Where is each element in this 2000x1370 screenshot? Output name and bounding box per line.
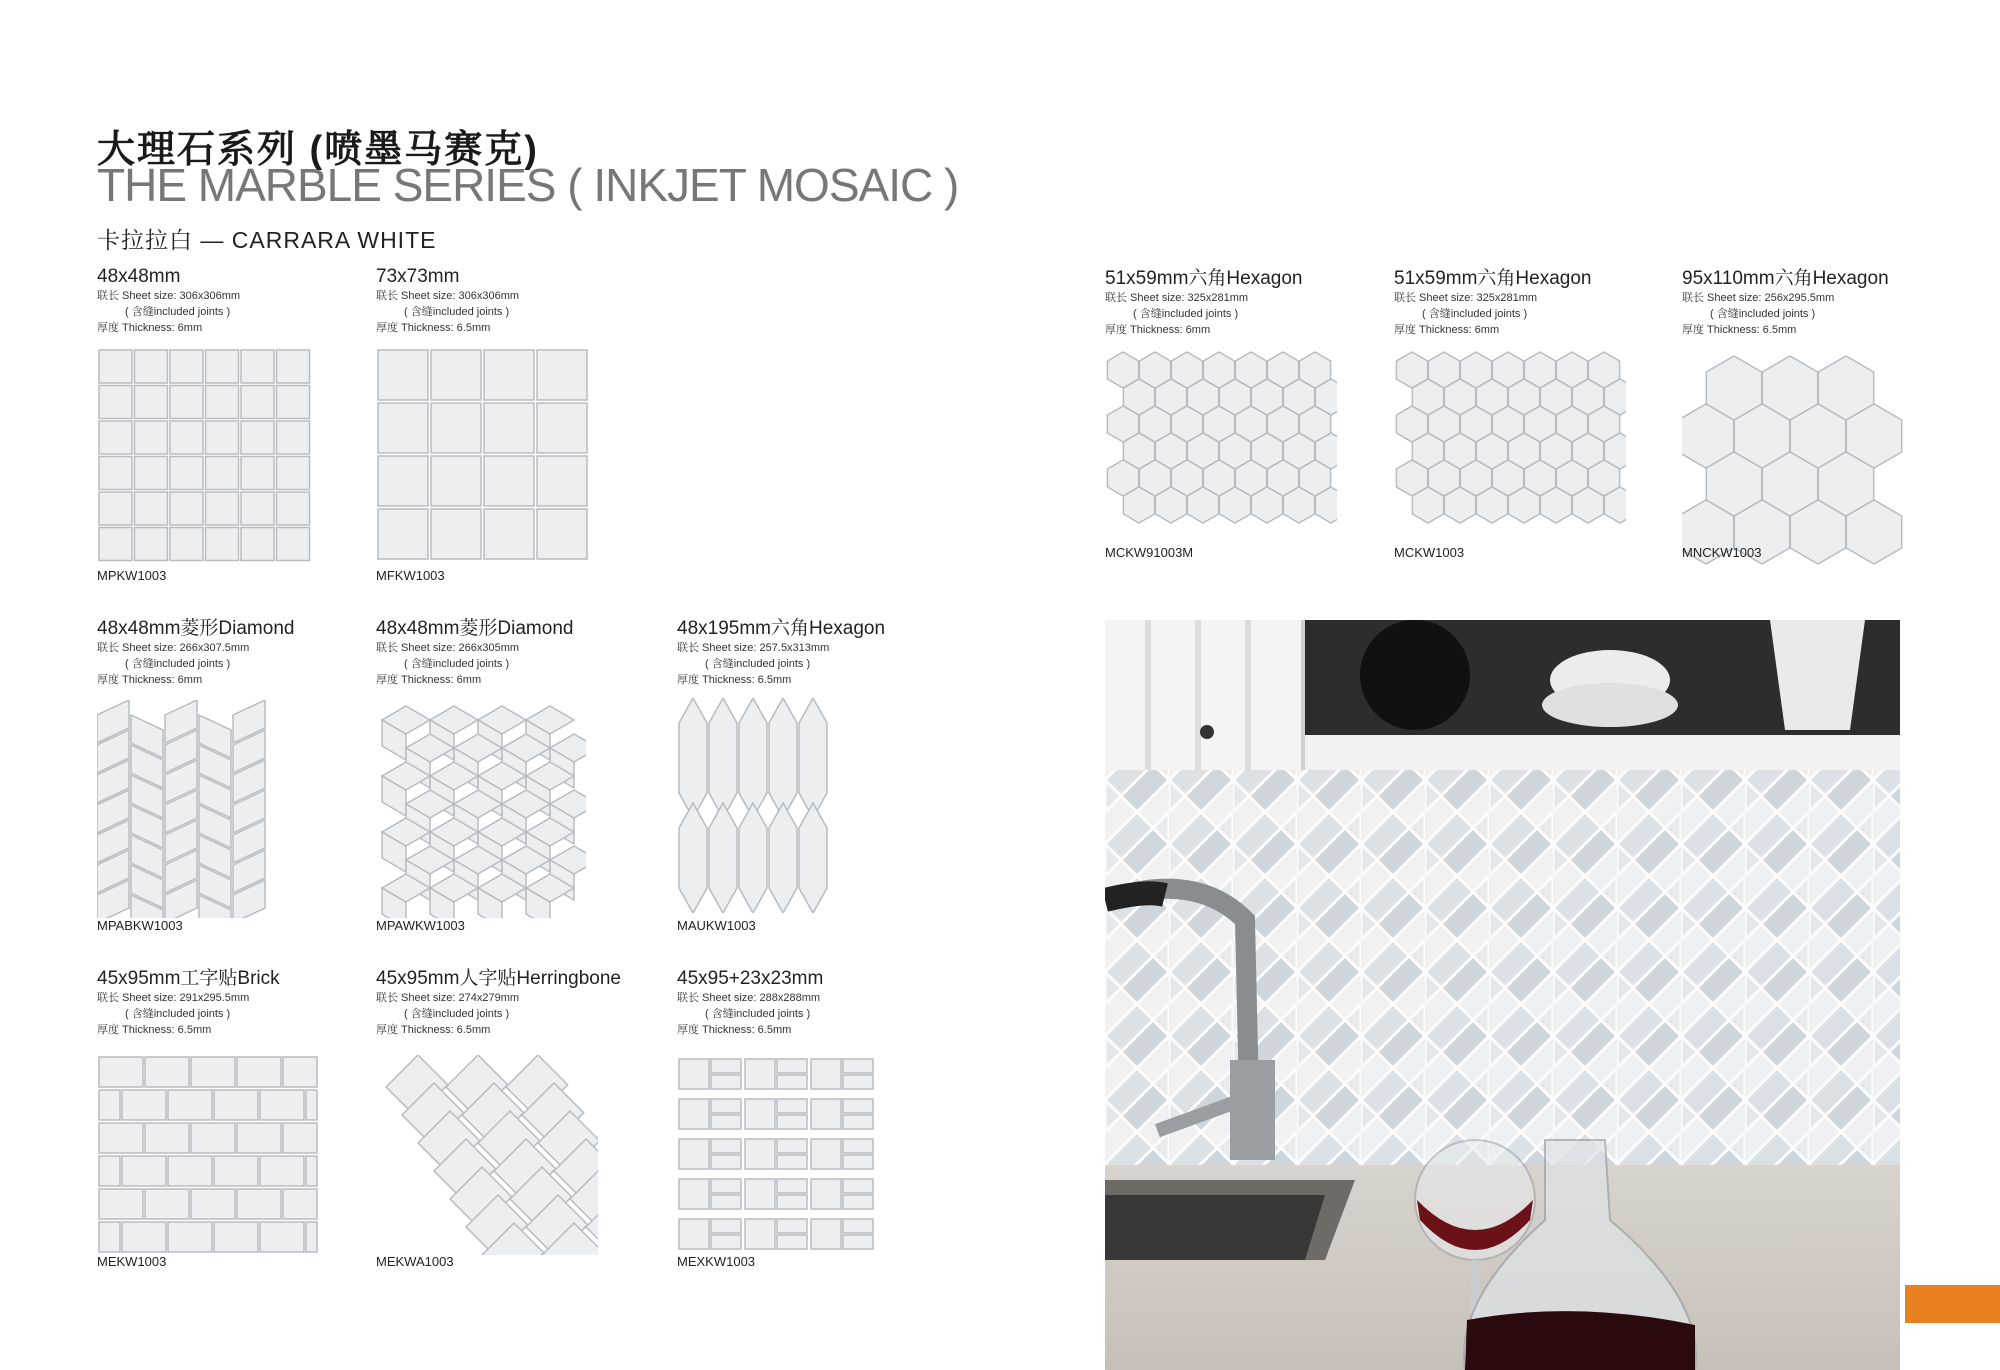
tile-piece [277,350,310,383]
tile-piece [122,1090,166,1120]
product-size: 48x48mm [97,266,181,287]
product-sheet-size: 联长 Sheet size: 291x295.5mm [97,992,250,1004]
tile-piece [135,350,168,383]
tile-piece [843,1075,873,1089]
product-joints: ( 含缝included joints ) [404,658,510,670]
tile-piece [283,1057,317,1087]
product-sheet-size: 联长 Sheet size: 257.5x313mm [677,642,830,654]
tile-piece [99,1156,120,1186]
tile-piece [191,1189,235,1219]
tile-piece [206,421,239,454]
product-thickness: 厚度 Thickness: 6.5mm [376,322,491,334]
tile-piece [241,350,274,383]
tile-piece [811,1139,841,1169]
tile-piece [214,1222,258,1252]
tile-sample [376,348,594,566]
tile-piece [739,698,767,818]
tile-piece [745,1139,775,1169]
tile-sample [677,1057,877,1257]
tile-piece [170,528,203,561]
tile-piece [168,1090,212,1120]
product-card [1394,268,1591,338]
tile-piece [277,492,310,525]
product-size: 48x48mm菱形Diamond [97,618,295,639]
tile-piece [378,509,428,559]
tile-piece [99,386,132,419]
product-card [97,618,294,688]
product-sheet-size: 联长 Sheet size: 256x295.5mm [1682,292,1835,304]
product-thickness: 厚度 Thickness: 6mm [1105,324,1211,336]
tile-piece [206,386,239,419]
tile-piece [777,1195,807,1209]
product-size: 48x48mm菱形Diamond [376,618,574,639]
product-card [1105,268,1302,338]
tile-piece [241,528,274,561]
tile-piece [679,803,707,913]
product-thickness: 厚度 Thickness: 6mm [376,674,482,686]
tile-piece [711,1195,741,1209]
tile-piece [769,698,797,818]
product-card [376,968,621,1038]
product-thickness: 厚度 Thickness: 6.5mm [1682,324,1797,336]
product-thickness: 厚度 Thickness: 6.5mm [97,1024,212,1036]
tile-piece [777,1155,807,1169]
product-code: MPKW1003 [97,568,167,583]
tile-piece [709,803,737,913]
tile-piece [777,1235,807,1249]
tile-piece [711,1099,741,1113]
product-size: 95x110mm六角Hexagon [1682,268,1889,289]
product-size: 45x95mm人字贴Herringbone [376,968,621,989]
product-card [1682,268,1889,338]
tile-piece [237,1057,281,1087]
tile-piece [260,1156,304,1186]
tile-piece [260,1222,304,1252]
tile-piece [431,509,481,559]
product-joints: ( 含缝included joints ) [1710,308,1816,320]
tile-piece [168,1222,212,1252]
tile-piece [135,421,168,454]
product-sheet-size: 联长 Sheet size: 274x279mm [376,992,520,1004]
tile-piece [711,1235,741,1249]
tile-sample [1682,348,1910,566]
series-subtitle: 卡拉拉白 — CARRARA WHITE [97,227,437,253]
tile-piece [99,1189,143,1219]
product-joints: ( 含缝included joints ) [125,658,231,670]
tile-piece [537,350,587,400]
tile-piece [679,1219,709,1249]
tile-piece [122,1222,166,1252]
tile-piece [843,1059,873,1073]
tile-piece [260,1090,304,1120]
tile-piece [745,1059,775,1089]
product-size: 73x73mm [376,266,460,287]
product-joints: ( 含缝included joints ) [1422,308,1528,320]
tile-piece [237,1123,281,1153]
tile-piece [537,509,587,559]
tile-piece [811,1099,841,1129]
tile-piece [711,1059,741,1073]
tile-piece [484,509,534,559]
tile-piece [811,1059,841,1089]
tile-piece [135,386,168,419]
product-sheet-size: 联长 Sheet size: 306x306mm [376,290,520,302]
tile-piece [431,350,481,400]
tile-piece [206,528,239,561]
tile-piece [843,1235,873,1249]
tile-sample [97,1055,319,1255]
product-size: 51x59mm六角Hexagon [1105,268,1303,289]
tile-piece [306,1090,317,1120]
tile-piece [99,350,132,383]
product-code: MFKW1003 [376,568,445,583]
tile-piece [843,1155,873,1169]
tile-sample [376,700,586,918]
product-card [677,968,823,1038]
tile-piece [277,457,310,490]
product-code: MEKWA1003 [376,1254,454,1269]
product-size: 45x95mm工字贴Brick [97,968,280,989]
tile-piece [170,421,203,454]
product-size: 45x95+23x23mm [677,968,824,989]
product-code: MCKW1003 [1394,545,1465,560]
tile-piece [537,456,587,506]
tile-piece [745,1099,775,1129]
product-code: MPABKW1003 [97,918,183,933]
tile-piece [206,350,239,383]
tile-piece [214,1156,258,1186]
product-thickness: 厚度 Thickness: 6.5mm [677,1024,792,1036]
tile-piece [777,1075,807,1089]
tile-piece [843,1219,873,1233]
tile-piece [99,1222,120,1252]
tile-piece [170,492,203,525]
tile-piece [843,1195,873,1209]
tile-piece [711,1115,741,1129]
product-thickness: 厚度 Thickness: 6.5mm [376,1024,491,1036]
tile-piece [306,1156,317,1186]
tile-piece [206,457,239,490]
tile-piece [378,350,428,400]
tile-piece [811,1179,841,1209]
tile-piece [679,1099,709,1129]
tile-piece [306,1222,317,1252]
tile-piece [145,1189,189,1219]
tile-piece [679,1139,709,1169]
product-card [97,266,240,336]
tile-piece [679,698,707,818]
tile-piece [170,457,203,490]
tile-piece [431,403,481,453]
tile-piece [135,528,168,561]
product-joints: ( 含缝included joints ) [705,1008,811,1020]
tile-piece [378,403,428,453]
product-thickness: 厚度 Thickness: 6mm [97,674,203,686]
tile-piece [711,1179,741,1193]
tile-piece [168,1156,212,1186]
tile-sample [1394,350,1626,540]
tile-piece [191,1057,235,1087]
tile-piece [709,698,737,818]
tile-piece [283,1123,317,1153]
tile-piece [99,457,132,490]
tile-piece [99,1123,143,1153]
tile-sample [97,348,313,564]
product-sheet-size: 联长 Sheet size: 306x306mm [97,290,241,302]
product-card [677,618,885,688]
tile-piece [537,403,587,453]
tile-piece [241,457,274,490]
tile-piece [777,1179,807,1193]
tile-piece [711,1139,741,1153]
tile-piece [122,1156,166,1186]
tile-piece [277,421,310,454]
product-card [376,266,519,336]
tile-piece [99,528,132,561]
tile-piece [843,1179,873,1193]
tile-piece [191,1123,235,1153]
product-card [97,968,280,1038]
tile-piece [799,698,827,818]
tile-piece [777,1059,807,1073]
tile-piece [170,386,203,419]
tile-piece [745,1219,775,1249]
tile-piece [241,492,274,525]
tile-sample [376,1055,598,1255]
tile-sample [1105,350,1337,540]
tile-piece [843,1139,873,1153]
tile-piece [811,1219,841,1249]
tile-piece [170,350,203,383]
tile-piece [99,1090,120,1120]
tile-piece [679,1059,709,1089]
tile-piece [283,1189,317,1219]
tile-piece [99,492,132,525]
kitchen-backsplash-photo [1105,620,1900,1370]
product-thickness: 厚度 Thickness: 6mm [1394,324,1500,336]
tile-piece [277,528,310,561]
tile-piece [484,456,534,506]
tile-piece [799,803,827,913]
product-sheet-size: 联长 Sheet size: 325x281mm [1105,292,1249,304]
tile-piece [843,1115,873,1129]
tile-piece [99,1057,143,1087]
tile-piece [711,1155,741,1169]
product-code: MCKW91003M [1105,545,1194,560]
tile-piece [135,457,168,490]
tile-piece [135,492,168,525]
tile-piece [843,1099,873,1113]
product-card [376,618,573,688]
product-sheet-size: 联长 Sheet size: 325x281mm [1394,292,1538,304]
tile-piece [679,1179,709,1209]
product-size: 51x59mm六角Hexagon [1394,268,1592,289]
product-joints: ( 含缝included joints ) [705,658,811,670]
tile-piece [777,1139,807,1153]
tile-piece [769,803,797,913]
product-thickness: 厚度 Thickness: 6mm [97,322,203,334]
tile-piece [711,1219,741,1233]
tile-piece [241,386,274,419]
product-code: MEXKW1003 [677,1254,756,1269]
product-sheet-size: 联长 Sheet size: 288x288mm [677,992,821,1004]
product-code: MNCKW1003 [1682,545,1762,560]
product-size: 48x195mm六角Hexagon [677,618,886,639]
tile-piece [237,1189,281,1219]
tile-piece [431,456,481,506]
product-code: MEKW1003 [97,1254,167,1269]
tile-piece [145,1057,189,1087]
tile-sample [97,700,269,918]
tile-piece [777,1219,807,1233]
product-code: MPAWKW1003 [376,918,465,933]
product-sheet-size: 联长 Sheet size: 266x307.5mm [97,642,250,654]
tile-sample [677,698,829,913]
tile-piece [739,803,767,913]
tile-piece [484,350,534,400]
tile-piece [206,492,239,525]
product-joints: ( 含缝included joints ) [404,1008,510,1020]
tile-piece [145,1123,189,1153]
tile-piece [484,403,534,453]
product-joints: ( 含缝included joints ) [404,306,510,318]
tile-piece [378,456,428,506]
tile-piece [214,1090,258,1120]
product-joints: ( 含缝included joints ) [125,1008,231,1020]
page-title-cn: 大理石系列 (喷墨马赛克) [97,129,539,171]
product-joints: ( 含缝included joints ) [125,306,231,318]
product-code: MAUKW1003 [677,918,756,933]
product-joints: ( 含缝included joints ) [1133,308,1239,320]
tile-piece [777,1115,807,1129]
product-thickness: 厚度 Thickness: 6.5mm [677,674,792,686]
page-title-en: THE MARBLE SERIES ( INKJET MOSAIC ) [97,159,959,211]
tile-piece [711,1075,741,1089]
tile-piece [277,386,310,419]
tile-piece [99,421,132,454]
tile-piece [777,1099,807,1113]
product-sheet-size: 联长 Sheet size: 266x305mm [376,642,520,654]
tile-piece [241,421,274,454]
page-edge-tab [1905,1285,2000,1323]
tile-piece [745,1179,775,1209]
